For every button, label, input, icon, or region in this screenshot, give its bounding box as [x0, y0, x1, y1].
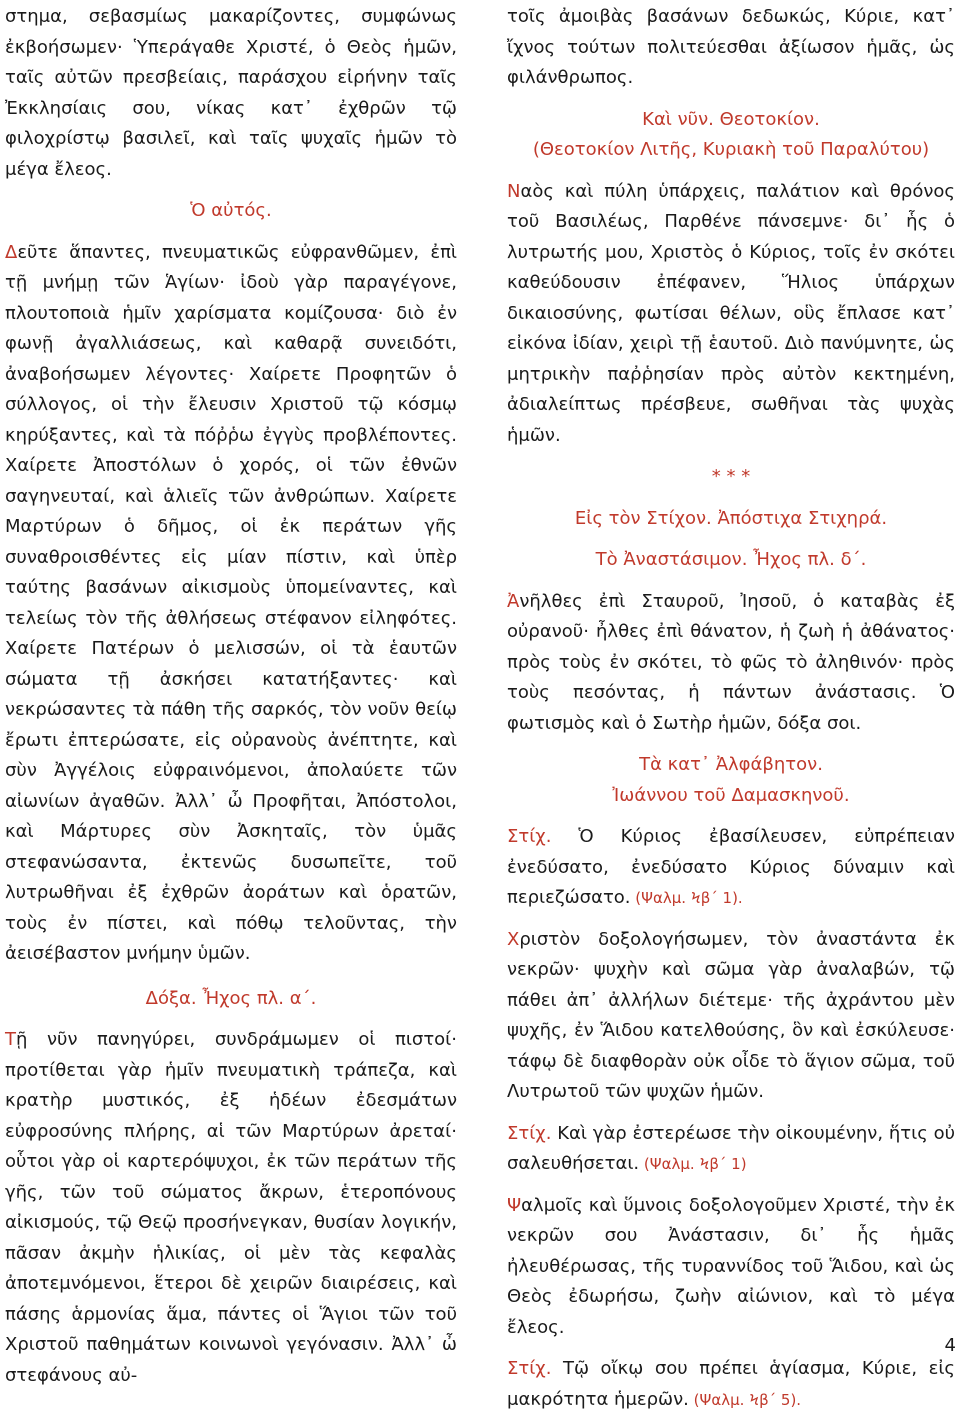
section-heading: Καὶ νῦν. Θεοτοκίον.	[642, 108, 820, 130]
section-heading: Ὁ αὐτός.	[190, 200, 272, 221]
verse-text: Ὁ Κύριος ἐβασίλευσεν, εὐπρέπειαν ἐνεδύσατο, ἐνεδύσατο Κύριος δύναμιν καὶ περιεζώσατο.	[507, 826, 955, 908]
paragraph: στημα, σεβασμίως μακαρίζοντες, συμφώνως ἐκβοήσωμεν· Ὑπεράγαθε Χριστέ, ὁ Θεὸς ἡμῶν, ταῖς αὐτῶν πρεσβείαις, παράσχου εἰρήνην ταῖς Ἐκκλησίαις σου, νίκας κατ᾿ ἐχθρῶν τῷ φιλοχρίστῳ βασιλεῖ, καὶ ταῖς ψυχαῖς ἡμῶν τὸ μέγα ἔλεος.	[5, 6, 457, 180]
verse	[507, 1119, 955, 1180]
verse-label: Στίχ.	[507, 1358, 552, 1379]
paragraph-text: εῦτε ἅπαντες, πνευματικῶς εὐφρανθῶμεν, ἐπὶ τῇ μνήμῃ τῶν Ἁγίων· ἰδοὺ γὰρ παραγέγονε, πλουτοποιὰ ἡμῖν χαρίσματα κομίζουσα· διὸ ἐν φωνῇ ἀγαλλιάσεως, καὶ καθαρᾷ συνειδότι, ἀναβοήσωμεν λέγοντες· Χαίρετε Προφητῶν ὁ σύλλογος, οἱ τὴν ἔλευσιν Χριστοῦ τῷ κόσμῳ κηρύξαντες, καὶ τὰ πόῤῥω ἐγγὺς προβλέποντες. Χαίρετε Ἀποστόλων ὁ χορός, οἱ τῶν ἐθνῶν σαγηνευταί, καὶ ἁλιεῖς τῶν ἀνθρώπων. Χαίρετε Μαρτύρων ὁ δῆμος, οἱ ἐκ περάτων γῆς συναθροισθέντες εἰς μίαν πίστιν, καὶ ὑπὲρ ταύτης βασάνων αἰκισμοὺς ὑπομείναντες, καὶ τελείως τὸν τῆς ἀθλήσεως στέφανον εἰληφότες. Χαίρετε Πατέρων ὁ μελισσών, οἱ τὰ ἑαυτῶν σώματα τῇ ἀσκήσει κατατήξαντες· καὶ νεκρώσαντες τὰ πάθη τῆς σαρκός, τὸν νοῦν θείῳ ἔρωτι ἐπτερώσατε, εἰς οὐρανοὺς ἀνέπτητε, καὶ σὺν Ἀγγέλοις εὐφραινόμενοι, ἀπολαύετε τῶν αἰωνίων ἀγαθῶν. Ἀλλ᾿ ὦ Προφῆται, Ἀπόστολοι, καὶ Μάρτυρες σὺν Ἀσκηταῖς, τὸν ὑμᾶς στεφανώσαντα, ἐκτενῶς δυσωπεῖτε, τοῦ λυτρωθῆναι ἐξ ἐχθρῶν ἀοράτων καὶ ὁρατῶν, τοὺς ἐν πίστει, καὶ πόθῳ τελοῦντας, τὴν ἀεισέβαστον μνήμην ὑμῶν.	[5, 241, 457, 964]
paragraph	[5, 1025, 457, 1391]
section-heading: Τὸ Ἀναστάσιμον. Ἦχος πλ. δ΄.	[595, 549, 867, 570]
section-divider: * * *	[711, 466, 751, 487]
section-heading: Εἰς τὸν Στίχον. Ἀπόστιχα Στιχηρά.	[574, 507, 888, 529]
paragraph-text: αὸς καὶ πύλη ὑπάρχεις, παλάτιον καὶ θρόνος τοῦ Βασιλέως, Παρθένε πάνσεμνε· δι᾿ ἧς ὁ λυτρωτής μου, Χριστὸς ὁ Κύριος, τοῖς ἐν σκότει καθεύδουσιν ἐπέφανεν, Ἥλιος ὑπάρχων δικαιοσύνης, φωτίσαι θέλων, οὓς ἔπλασε κατ᾿ εἰκόνα ἰδίαν, χειρὶ τῇ ἑαυτοῦ. Διὸ πανύμνητε, ὡς μητρικὴν παῤῥησίαν πρὸς αὐτὸν κεκτημένη, ἀδιαλείπτως πρέσβευε, σωθῆναι τὰς ψυχὰς ἡμῶν.	[507, 180, 955, 446]
verse-label: Στίχ.	[507, 826, 552, 847]
paragraph-text: ῇ νῦν πανηγύρει, συνδράμωμεν οἱ πιστοί· προτίθεται γὰρ ἡμῖν πνευματικὴ τράπεζα, καὶ κρατὴρ μυστικός, ἐξ ἡδέων ἐδεσμάτων εὐφροσύνης πλήρης, αἱ τῶν Μαρτύρων ἀρεταί· οὗτοι γὰρ οἱ καρτερόψυχοι, ἐκ τῶν περάτων τῆς γῆς, τῶν τοῦ σώματος ἄκρων, ἑτεροπόνους αἰκισμούς, τῷ Θεῷ προσήνεγκαν, θυσίαν λογικήν, πᾶσαν ἀκμὴν ἡλικίας, οἱ μὲν τὰς κεφαλὰς ἀποτεμνόμενοι, ἕτεροι δὲ χειρῶν διαιρέσεις, καὶ πάσης ἁρμονίας ἅμα, πάντες οἱ Ἅγιοι τῶν τοῦ Χριστοῦ παθημάτων κοινωνοὶ γεγόνασιν. Ἀλλ᾿ ὦ στεφάνους αὐ-	[5, 1029, 457, 1386]
red-initial: Τ	[5, 1029, 16, 1050]
verse-text: Καὶ γὰρ ἐστερέωσε τὴν οἰκουμένην, ἥτις οὐ σαλευθήσεται.	[507, 1122, 955, 1174]
paragraph-text: ριστὸν δοξολογήσωμεν, τὸν ἀναστάντα ἐκ νεκρῶν· ψυχὴν καὶ σῶμα γὰρ ἀναλαβών, τῷ πάθει ἀπ᾿ ἀλλήλων διέτεμε· τῆς ἀχράντου μὲν ψυχῆς, ἐν Ἅιδου κατελθούσης, ὃν καὶ ἐσκύλευσε· τάφῳ δὲ διαφθορὰν οὐκ οἶδε τὸ ἅγιον σῶμα, τοῦ Λυτρωτοῦ τῶν ψυχῶν ἡμῶν.	[507, 928, 955, 1102]
page-number: 4	[944, 1335, 956, 1356]
section-subheading: Ἰωάννου τοῦ Δαμασκηνοῦ.	[612, 784, 850, 806]
section-heading: Τὰ κατ᾿ Ἀλφάβητον.	[639, 754, 823, 775]
verse-label: Στίχ.	[507, 1122, 552, 1144]
red-initial: Ἀ	[507, 590, 520, 612]
paragraph-text: νῆλθες ἐπὶ Σταυροῦ, Ἰησοῦ, ὁ καταβὰς ἐξ οὐρανοῦ· ἦλθες ἐπὶ θάνατον, ἡ ζωὴ ἡ ἀθάνατος· πρὸς τοὺς ἐν σκότει, τὸ φῶς τὸ ἀληθινόν· πρὸς τοὺς πεσόντας, ἡ πάντων ἀνάστασις. Ὁ φωτισμὸς καὶ ὁ Σωτὴρ ἡμῶν, δόξα σοι.	[507, 590, 955, 734]
paragraph	[5, 238, 457, 970]
paragraph	[507, 1191, 955, 1344]
red-initial: Ν	[507, 180, 521, 202]
section-subheading: (Θεοτοκίον Λιτῆς, Κυριακὴ τοῦ Παραλύτου)	[532, 139, 930, 160]
paragraph	[507, 587, 955, 740]
paragraph	[507, 925, 955, 1108]
red-initial: Χ	[507, 928, 520, 950]
red-initial: Ψ	[507, 1194, 522, 1216]
section-heading: Δόξα. Ἦχος πλ. α΄.	[145, 987, 317, 1009]
paragraph-text: αλμοῖς καὶ ὕμνοις δοξολογοῦμεν Χριστέ, τὴν ἐκ νεκρῶν σου Ἀνάστασιν, δι᾿ ἧς ἡμᾶς ἠλευθέρωσας, τῆς τυραννίδος τοῦ Ἅιδου, καὶ ὡς Θεὸς ἐδωρήσω, ζωὴν αἰώνιον, καὶ τὸ μέγα ἔλεος.	[507, 1194, 955, 1338]
psalm-reference: (Ψαλμ. Ϟβ΄ 5).	[688, 1390, 802, 1409]
red-initial: Δ	[5, 241, 18, 263]
paragraph	[507, 177, 955, 452]
paragraph: τοῖς ἀμοιβὰς βασάνων δεδωκώς, Κύριε, κατ᾿ ἴχνος τούτων πολιτεύεσθαι ἀξίωσον ἡμᾶς, ὡς φιλάνθρωπος.	[507, 6, 955, 88]
psalm-reference: (Ψαλμ. Ϟβ΄ 1).	[630, 889, 743, 907]
left-column	[5, 2, 457, 1391]
psalm-reference: (Ψαλμ. Ϟβ΄ 1)	[639, 1155, 747, 1173]
right-column	[507, 2, 955, 1415]
verse	[507, 1354, 955, 1415]
verse	[507, 822, 955, 914]
verse-text: Τῷ οἴκῳ σου πρέπει ἁγίασμα, Κύριε, εἰς μακρότητα ἡμερῶν.	[507, 1358, 955, 1410]
